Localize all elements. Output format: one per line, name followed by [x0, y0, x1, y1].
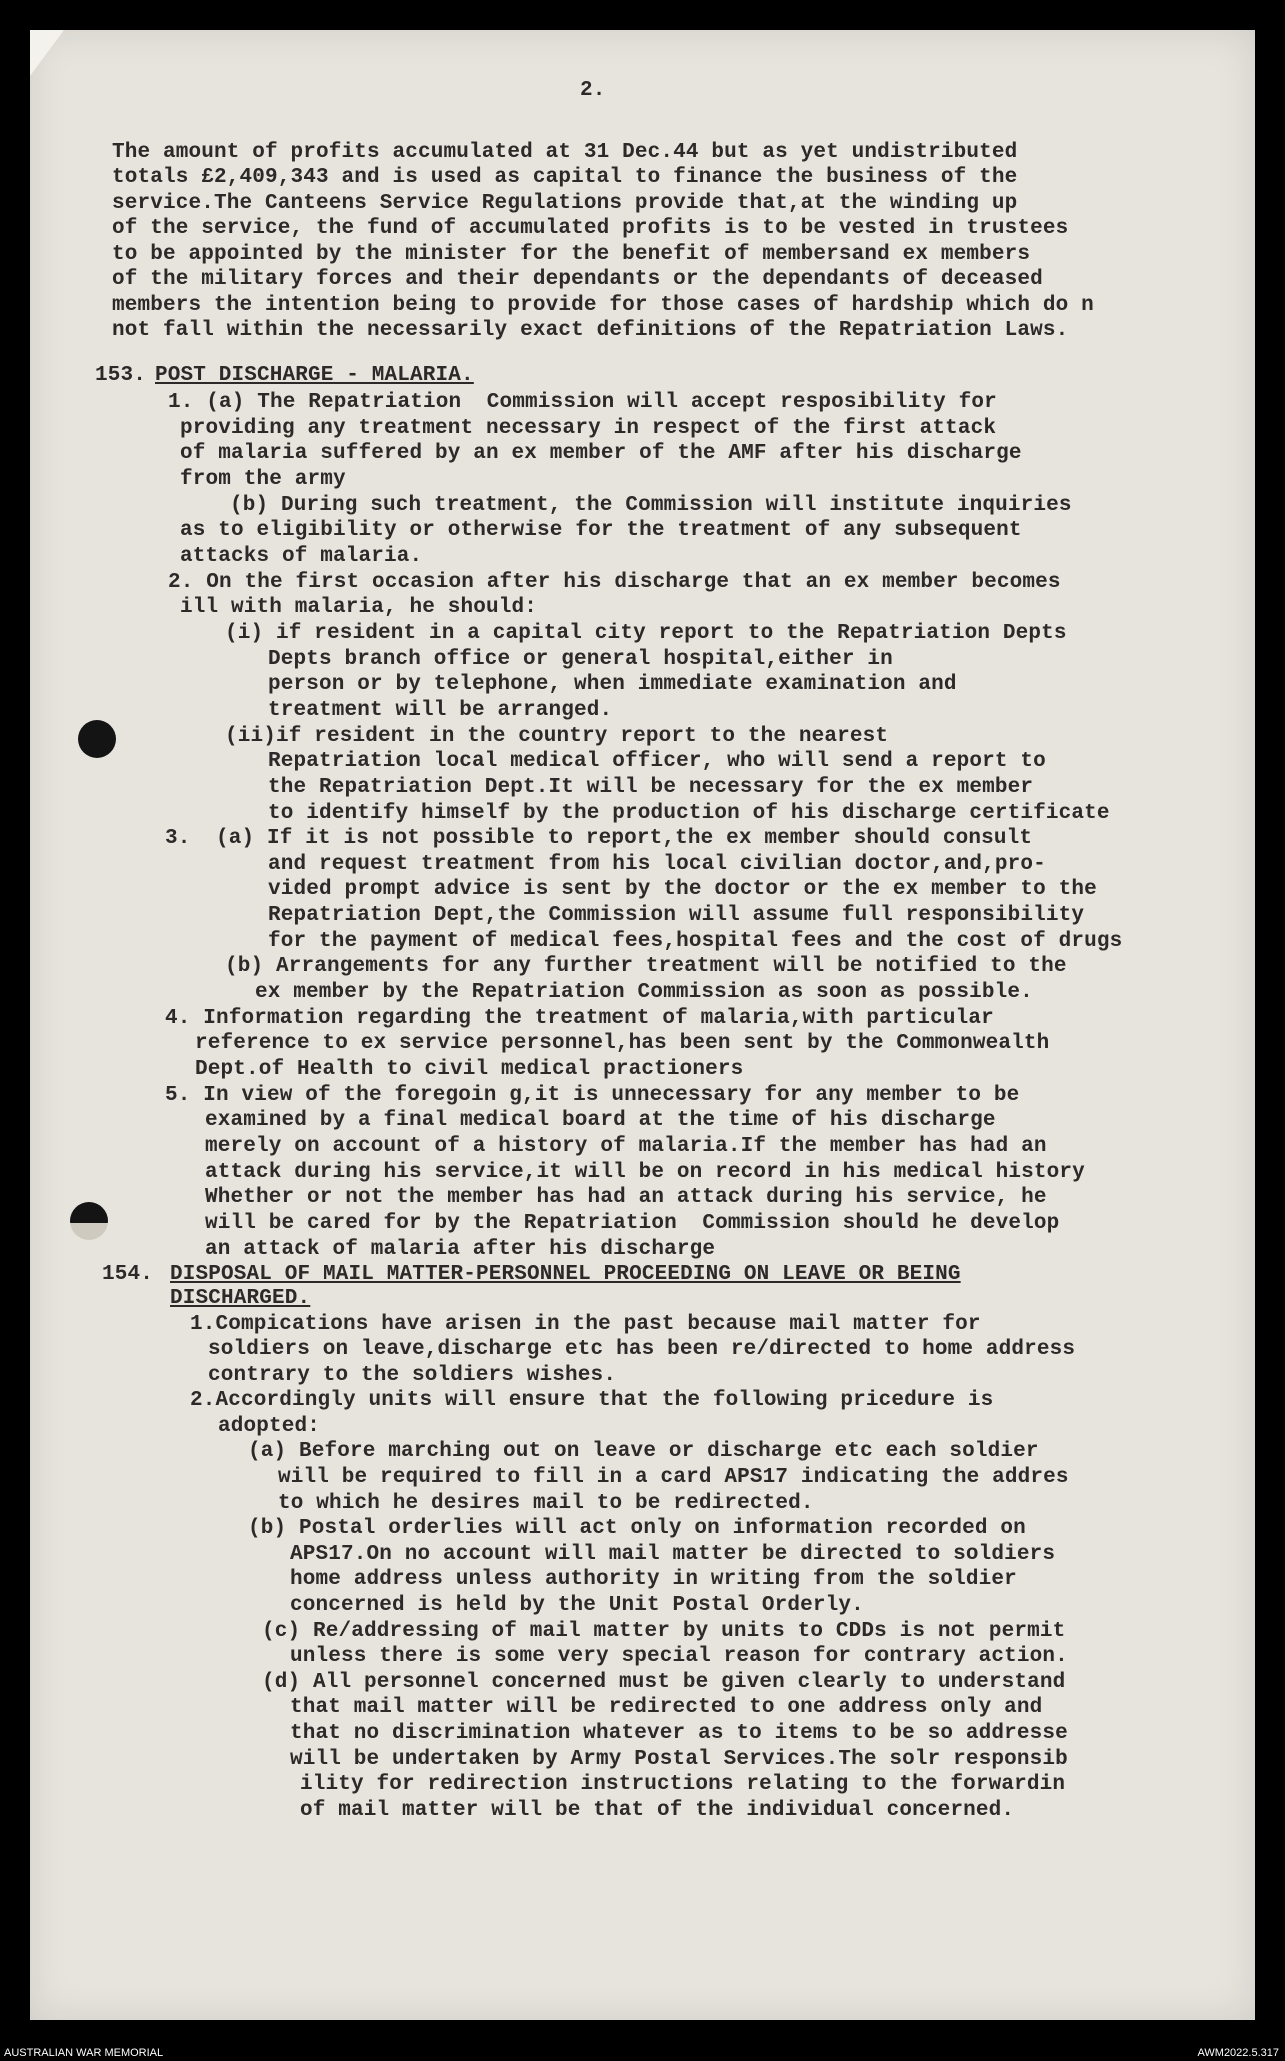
text-line: APS17.On no account will mail matter be directed to soldiers — [290, 1543, 1056, 1566]
text-line: soldiers on leave,discharge etc has been re/directed to home address — [208, 1338, 1076, 1361]
section-heading: POST DISCHARGE - MALARIA. — [155, 364, 474, 387]
text-line: Depts branch office or general hospital,either in — [268, 648, 893, 671]
punch-hole — [78, 720, 116, 758]
text-line: 2. On the first occasion after his discharge that an ex member becomes — [168, 571, 1061, 594]
text-line: to be appointed by the minister for the benefit of membersand ex members — [112, 243, 1031, 266]
text-line: (d) All personnel concerned must be given clearly to understand — [262, 1671, 1066, 1694]
text-line: treatment will be arranged. — [268, 699, 613, 722]
text-line: as to eligibility or otherwise for the treatment of any subsequent — [180, 519, 1022, 542]
text-line: Repatriation Dept,the Commission will assume full responsibility — [268, 904, 1085, 927]
section-number: 153. — [95, 364, 147, 387]
text-line: attacks of malaria. — [180, 545, 423, 568]
text-line: from the army — [180, 468, 346, 491]
text-line: (a) Before marching out on leave or discharge etc each soldier — [248, 1440, 1039, 1463]
text-line: (b) Arrangements for any further treatment will be notified to the — [225, 955, 1067, 978]
text-line: (ii)if resident in the country report to the nearest — [225, 725, 889, 748]
text-line: home address unless authority in writing from the soldier — [290, 1568, 1017, 1591]
text-line: The amount of profits accumulated at 31 Dec.44 but as yet undistributed — [112, 141, 1018, 164]
text-line: (b) Postal orderlies will act only on information recorded on — [248, 1517, 1026, 1540]
text-line: 3. (a) If it is not possible to report,the ex member should consult — [165, 827, 1033, 850]
section-heading: DISPOSAL OF MAIL MATTER-PERSONNEL PROCEEDING ON LEAVE OR BEING — [170, 1263, 961, 1286]
text-line: ill with malaria, he should: — [180, 596, 538, 619]
text-line: providing any treatment necessary in respect of the first attack — [180, 417, 997, 440]
text-line: of the military forces and their dependants or the dependants of deceased — [112, 268, 1043, 291]
text-line: will be cared for by the Repatriation Commission should he develop — [205, 1212, 1060, 1235]
text-line: concerned is held by the Unit Postal Orderly. — [290, 1594, 864, 1617]
document-page — [30, 30, 1255, 2020]
text-line: and request treatment from his local civilian doctor,and,pro- — [268, 853, 1046, 876]
text-line: unless there is some very special reason for contrary action. — [290, 1645, 1068, 1668]
text-line: an attack of malaria after his discharge — [205, 1238, 716, 1261]
text-line: totals £2,409,343 and is used as capital to finance the business of the — [112, 166, 1018, 189]
footer-institution: AUSTRALIAN WAR MEMORIAL — [4, 2047, 164, 2059]
text-line: vided prompt advice is sent by the doctor or the ex member to the — [268, 878, 1097, 901]
text-line: 4. Information regarding the treatment of malaria,with particular — [165, 1007, 994, 1030]
text-line: of mail matter will be that of the individual concerned. — [300, 1799, 1015, 1822]
punch-hole — [70, 1202, 108, 1240]
text-line: that no discrimination whatever as to items to be so addresse — [290, 1722, 1068, 1745]
text-line: reference to ex service personnel,has been sent by the Commonwealth — [195, 1032, 1050, 1055]
section-number: 154. — [102, 1263, 154, 1286]
text-line: Whether or not the member has had an attack during his service, he — [205, 1186, 1047, 1209]
text-line: the Repatriation Dept.It will be necessary for the ex member — [268, 776, 1034, 799]
text-line: that mail matter will be redirected to one address only and — [290, 1696, 1043, 1719]
text-line: members the intention being to provide for those cases of hardship which do n — [112, 294, 1094, 317]
text-line: ex member by the Repatriation Commission as soon as possible. — [255, 981, 1033, 1004]
text-line: Repatriation local medical officer, who will send a report to — [268, 750, 1046, 773]
text-line: examined by a final medical board at the time of his discharge — [205, 1109, 996, 1132]
text-line: (c) Re/addressing of mail matter by units to CDDs is not permit — [262, 1620, 1066, 1643]
text-line: (i) if resident in a capital city report to the Repatriation Depts — [225, 622, 1067, 645]
page-number: 2. — [580, 79, 606, 102]
text-line: 1.Compications have arisen in the past because mail matter for — [190, 1313, 981, 1336]
text-line: person or by telephone, when immediate examination and — [268, 673, 957, 696]
text-line: will be undertaken by Army Postal Services.The solr responsib — [290, 1748, 1068, 1771]
section-heading: DISCHARGED. — [170, 1287, 311, 1310]
text-line: merely on account of a history of malaria.If the member has had an — [205, 1135, 1047, 1158]
text-line: to identify himself by the production of his discharge certificate — [268, 802, 1110, 825]
text-line: for the payment of medical fees,hospital fees and the cost of drugs — [268, 930, 1123, 953]
text-line: to which he desires mail to be redirected. — [278, 1492, 814, 1515]
text-line: of malaria suffered by an ex member of the AMF after his discharge — [180, 442, 1022, 465]
folded-corner — [30, 30, 64, 76]
text-line: will be required to fill in a card APS17 indicating the addres — [278, 1466, 1069, 1489]
text-line: attack during his service,it will be on record in his medical history — [205, 1161, 1085, 1184]
text-line: Dept.of Health to civil medical practioners — [195, 1058, 744, 1081]
text-line: 1. (a) The Repatriation Commission will accept resposibility for — [168, 391, 997, 414]
text-line: (b) During such treatment, the Commission will institute inquiries — [230, 494, 1072, 517]
text-line: service.The Canteens Service Regulations provide that,at the winding up — [112, 192, 1018, 215]
text-line: 5. In view of the foregoin g,it is unnecessary for any member to be — [165, 1084, 1020, 1107]
text-line: ility for redirection instructions relating to the forwardin — [300, 1773, 1066, 1796]
text-line: adopted: — [218, 1415, 321, 1438]
text-line: of the service, the fund of accumulated profits is to be vested in trustees — [112, 217, 1069, 240]
footer-reference: AWM2022.5.317 — [1197, 2047, 1279, 2059]
text-line: contrary to the soldiers wishes. — [208, 1364, 617, 1387]
text-line: not fall within the necessarily exact definitions of the Repatriation Laws. — [112, 319, 1069, 342]
text-line: 2.Accordingly units will ensure that the following pricedure is — [190, 1389, 994, 1412]
